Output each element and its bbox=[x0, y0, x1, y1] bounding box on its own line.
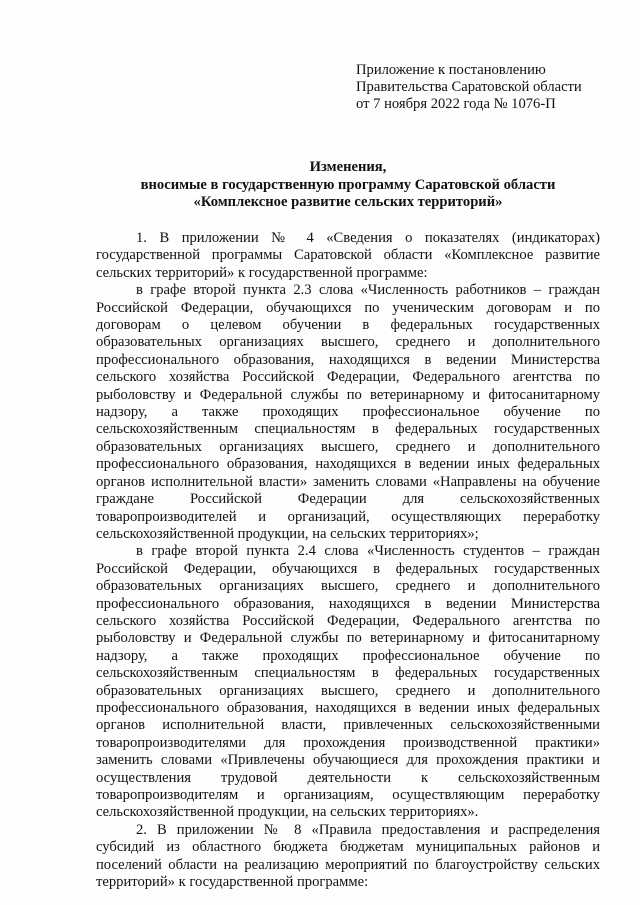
heading-line-2: вносимые в государственную программу Саратовской области bbox=[140, 176, 556, 193]
annex-block bbox=[356, 62, 626, 113]
heading-line-3: «Комплексное развитие сельских территорий» bbox=[193, 194, 503, 210]
heading-line-1: Изменения, bbox=[309, 159, 387, 175]
paragraph-1: 1. В приложении № 4 «Сведения о показателях (индикаторах) государственной программы Саратовской области «Комплексное развитие сельских территорий» к государственной программе: bbox=[96, 230, 600, 281]
document-heading bbox=[96, 159, 600, 212]
document-body bbox=[96, 230, 600, 891]
paragraph-2: в графе второй пункта 2.3 слова «Численность работников – граждан Российской Федерации, обучающихся по ученическим договорам и по договорам о целевом обучении в федеральных государственных образовательных организациях высшего, среднего и дополнительного профессионального образования, находящихся в ведении Министерства сельского хозяйства Российской Федерации, Федерального агентства по рыболовству и Федеральной службы по ветеринарному и фитосанитарному надзору, а также проходящих профессиональное обучение по сельскохозяйственным специальностям в федеральных государственных образовательных организациях высшего, среднего и дополнительного профессионального образования, находящихся в ведении иных федеральных органов исполнительной власти» заменить словами «Направлены на обучение граждане Российской Федерации для сельскохозяйственных товаропроизводителей и организаций, осуществляющих переработку сельскохозяйственной продукции, на сельских территориях»; bbox=[96, 282, 600, 542]
paragraph-3: в графе второй пункта 2.4 слова «Численность студентов – граждан Российской Федерации, обучающихся в федеральных государственных образовательных организациях высшего, среднего и дополнительного профессионального образования, находящихся в ведении Министерства сельского хозяйства Российской Федерации, Федерального агентства по рыболовству и Федеральной службы по ветеринарному и фитосанитарному надзору, а также проходящих профессиональное обучение по сельскохозяйственным специальностям в федеральных государственных образовательных организациях высшего, среднего и дополнительного профессионального образования, находящихся в ведении иных федеральных органов исполнительной власти, привлеченных сельскохозяйственными товаропроизводителями для прохождения производственной практики» заменить словами «Привлечены обучающиеся для прохождения практики и осуществления трудовой деятельности к сельскохозяйственным товаропроизводителям и организациям, осуществляющим переработку сельскохозяйственной продукции, на сельских территориях». bbox=[96, 543, 600, 821]
paragraph-4: 2. В приложении № 8 «Правила предоставления и распределения субсидий из областного бюджета бюджетам муниципальных районов и поселений области на реализацию мероприятий по благоустройству сельских территорий» к государственной программе: bbox=[96, 821, 600, 891]
annex-line-1: Приложение к постановлению bbox=[356, 62, 546, 78]
annex-line-3: от 7 ноября 2022 года № 1076-П bbox=[356, 96, 556, 112]
annex-line-2: Правительства Саратовской области bbox=[356, 79, 582, 95]
